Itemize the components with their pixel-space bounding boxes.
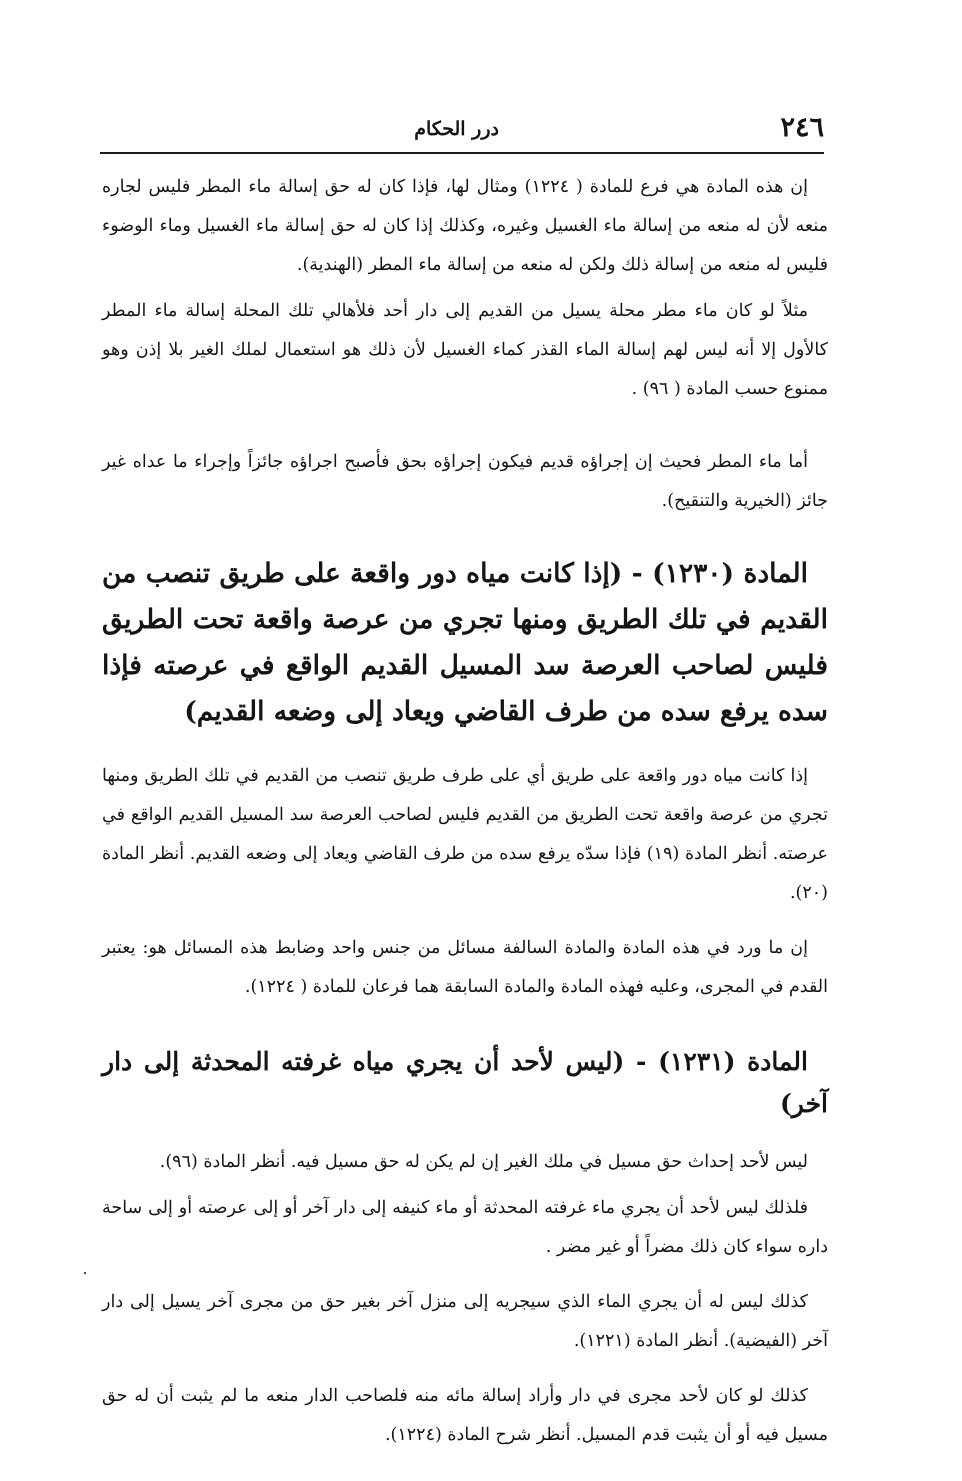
paragraph: كذلك ليس له أن يجري الماء الذي سيجريه إلى منزل آخر بغير حق من مجرى آخر يسيل إلى دار آخر (الفيضية). أنظر المادة (١٢٢١).	[102, 1292, 828, 1351]
paragraph: فلذلك ليس لأحد أن يجري ماء غرفته المحدثة أو ماء كنيفه إلى دار آخر أو إلى عرصته أو إلى ساحة داره سواء كان ذلك مضراً أو غير مضر .	[102, 1198, 828, 1257]
page-number: ٢٤٦	[780, 112, 824, 143]
scan-speck	[84, 1272, 86, 1274]
paragraph: ليس لأحد إحداث حق مسيل في ملك الغير إن لم يكن له حق مسيل فيه. أنظر المادة (٩٦).	[159, 1152, 808, 1172]
paragraph: إن ما ورد في هذه المادة والمادة السالفة مسائل من جنس واحد وضابط هذه المسائل هو: يعتبر القدم في المجرى، وعليه فهذه المادة والمادة السابقة هما فرعان للمادة ( ١٢٢٤).	[102, 938, 828, 997]
page-header	[100, 108, 824, 154]
paragraph: مثلاً لو كان ماء مطر محلة يسيل من القديم إلى دار أحد فلأهالي تلك المحلة إسالة ماء المطر كالأول إلا أنه ليس لهم إسالة الماء القذر كماء الغسيل لأن ذلك هو استعمال لملك الغير بلا إذن وهو ممنوع حسب المادة ( ٩٦) .	[102, 301, 828, 399]
paragraph: إذا كانت مياه دور واقعة على طريق أي على طرف طريق تنصب من القديم في تلك الطريق ومنها تجري من عرصة واقعة تحت الطريق من القديم فليس لصاحب العرصة سد المسيل القديم الواقع في عرصته. أنظر المادة (١٩) فإذا سدّه يرفع سده من طرف القاضي ويعاد إلى وضعه القديم. أنظر المادة (٢٠).	[102, 766, 828, 903]
article-heading-1231: المادة (١٢٣١) - (ليس لأحد أن يجري مياه غرفته المحدثة إلى دار آخر)	[102, 1047, 828, 1118]
paragraph: أما ماء المطر فحيث إن إجراؤه قديم فيكون إجراؤه بحق فأصبح اجراؤه جائزاً وإجراء ما عداه غير جائز (الخيرية والتنقيح).	[102, 452, 828, 511]
running-title: درر الحكام	[414, 118, 499, 140]
paragraph: إن هذه المادة هي فرع للمادة ( ١٢٢٤) ومثال لها، فإذا كان له حق إسالة ماء المطر فليس لجاره منعه لأن له منعه من إسالة ماء الغسيل وغيره، وكذلك إذا كان له حق إسالة ماء الغسيل وماء الوضوء فليس له منعه من إسالة ذلك ولكن له منعه من إسالة ماء المطر (الهندية).	[102, 177, 828, 275]
page-body	[102, 168, 828, 1455]
paragraph: كذلك لو كان لأحد مجرى في دار وأراد إسالة مائه منه فلصاحب الدار منعه ما لم يثبت أن له حق مسيل فيه أو أن يثبت قدم المسيل. أنظر شرح المادة (١٢٢٤).	[102, 1386, 828, 1445]
article-heading-1230: المادة (١٢٣٠) - (إذا كانت مياه دور واقعة على طريق تنصب من القديم في تلك الطريق ومنها تجري من عرصة واقعة تحت الطريق فليس لصاحب العرصة سد المسيل القديم الواقع في عرصته فإذا سده يرفع سده من طرف القاضي ويعاد إلى وضعه القديم)	[102, 558, 828, 727]
